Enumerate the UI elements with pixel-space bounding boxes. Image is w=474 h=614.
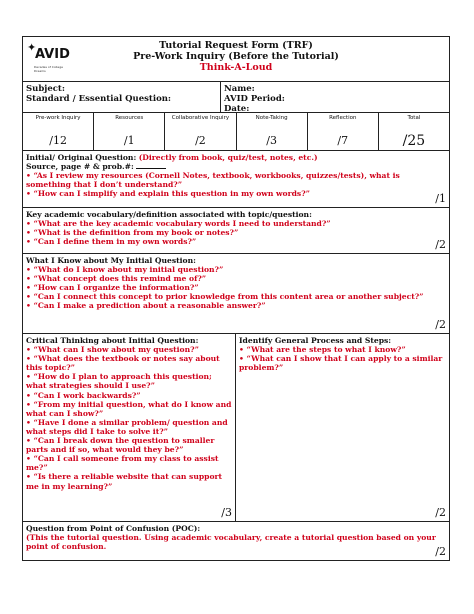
prompt-item: • “What are the key academic vocabulary words I need to understand?”: [26, 219, 331, 229]
trf-form: [22, 36, 450, 561]
score-label: Collaborative Inquiry: [171, 115, 230, 121]
score-value: /25: [402, 133, 426, 149]
poc-heading: Question from Point of Confusion (POC):: [26, 524, 201, 533]
prompt-item: • “How can I simplify and explain this question in my own words?”: [26, 189, 311, 199]
process-heading: Identify General Process and Steps:: [239, 336, 392, 345]
prompt-item: • “Is there a reliable website that can support me in my learning?”: [26, 472, 223, 491]
score-label: Resources: [115, 115, 144, 121]
score-label: Reflection: [329, 115, 357, 121]
section-points: /2: [435, 506, 446, 519]
prompt-item: • “What concept does this remind me of?”: [26, 274, 207, 284]
period-label: AVID Period:: [224, 94, 285, 104]
name-cell: [221, 82, 449, 112]
logo-tagline: Decades of College Dreams: [34, 65, 63, 73]
score-label: Total: [407, 115, 421, 121]
initial-heading: Initial/ Original Question:: [26, 153, 137, 162]
initial-question-section: [23, 151, 449, 208]
score-value: /2: [195, 134, 206, 147]
section-points: /2: [435, 318, 446, 331]
form-title: Tutorial Request Form (TRF): [159, 40, 313, 51]
score-notetaking: [237, 113, 308, 150]
prompt-item: • “What are the steps to what I know?”: [239, 345, 406, 355]
prompt-item: • “How do I plan to approach this question; what strategies should I use?”: [26, 372, 212, 391]
prompt-item: • “As I review my resources (Cornell Notes, textbook, workbooks, quizzes/tests), what is something that I don’t understand?”: [26, 171, 400, 190]
section-points: /2: [435, 238, 446, 251]
prompt-item: • “How can I organize the information?”: [26, 283, 199, 293]
prompt-item: • “What can I show about my question?”: [26, 345, 199, 355]
know-section: [23, 254, 449, 334]
score-reflection: [308, 113, 379, 150]
vocab-heading: Key academic vocabulary/definition associated with topic/question:: [26, 210, 312, 219]
form-header: [23, 37, 449, 82]
prompt-item: • “Can I define them in my own words?”: [26, 237, 197, 247]
process-steps-cell: [236, 334, 449, 521]
score-value: /1: [123, 134, 135, 147]
prompt-item: • “What can I show that I can apply to a similar problem?”: [239, 354, 443, 373]
poc-section: [23, 522, 449, 560]
date-label: Date:: [224, 104, 250, 114]
prompt-item: • “Can I work backwards?”: [26, 390, 141, 400]
score-value: /12: [49, 134, 67, 147]
prompt-item: • “What do I know about my initial question?”: [26, 265, 224, 275]
prompt-item: • “Can I make a prediction about a reasonable answer?”: [26, 301, 266, 311]
score-label: Pre-work Inquiry: [35, 115, 81, 121]
initial-heading-note: (Directly from book, quiz/test, notes, etc.): [138, 153, 318, 162]
standard-label: Standard / Essential Question:: [26, 94, 172, 104]
prompt-item: • “Can I connect this concept to prior knowledge from this content area or another subject?”: [26, 292, 424, 302]
vocab-section: [23, 208, 449, 254]
form-subtitle: Pre-Work Inquiry (Before the Tutorial): [133, 51, 339, 62]
figure-icon: ✦: [27, 41, 37, 54]
critical-thinking-cell: [23, 334, 236, 521]
avid-logo: [27, 41, 70, 75]
section-points: /3: [221, 506, 232, 519]
critical-heading: Critical Thinking about Initial Question:: [26, 336, 199, 345]
poc-note: (This the tutorial question. Using academic vocabulary, create a tutorial question based on your point of confusion.: [26, 533, 436, 552]
form-titles: [23, 37, 449, 73]
name-label: Name:: [224, 84, 255, 94]
section-points: /1: [435, 192, 446, 205]
score-resources: [94, 113, 165, 150]
prompt-item: • “What does the textbook or notes say about this topic?”: [26, 354, 220, 373]
source-label: Source, page # & prob.#:: [26, 162, 134, 172]
score-value: /7: [337, 134, 349, 147]
prompt-item: • “What is the definition from my book or notes?”: [26, 228, 239, 238]
form-think-aloud: Think-A-Loud: [199, 62, 273, 73]
student-info: [23, 82, 449, 113]
subject-label: Subject:: [26, 84, 65, 94]
logo-text: AVID: [35, 47, 70, 62]
prompt-item: • “From my initial question, what do I know and what can I show?”: [26, 399, 232, 418]
prompt-item: • “Can I call someone from my class to assist me?”: [26, 454, 219, 473]
score-label: Note-Taking: [255, 115, 288, 121]
source-blank[interactable]: [136, 162, 166, 169]
section-points: /2: [435, 545, 446, 558]
score-table: [23, 113, 449, 151]
critical-process-section: [23, 334, 449, 522]
score-value: /3: [266, 134, 277, 147]
prompt-item: • “Have I done a similar problem/ question and what steps did I take to solve it?”: [26, 417, 228, 436]
know-heading: What I Know about My Initial Question:: [26, 256, 196, 265]
subject-cell: [23, 82, 221, 112]
score-total: [379, 113, 449, 150]
score-prework: [23, 113, 94, 150]
prompt-item: • “Can I break down the question to smaller parts and if so, what would they be?”: [26, 436, 215, 455]
score-collaborative: [165, 113, 236, 150]
